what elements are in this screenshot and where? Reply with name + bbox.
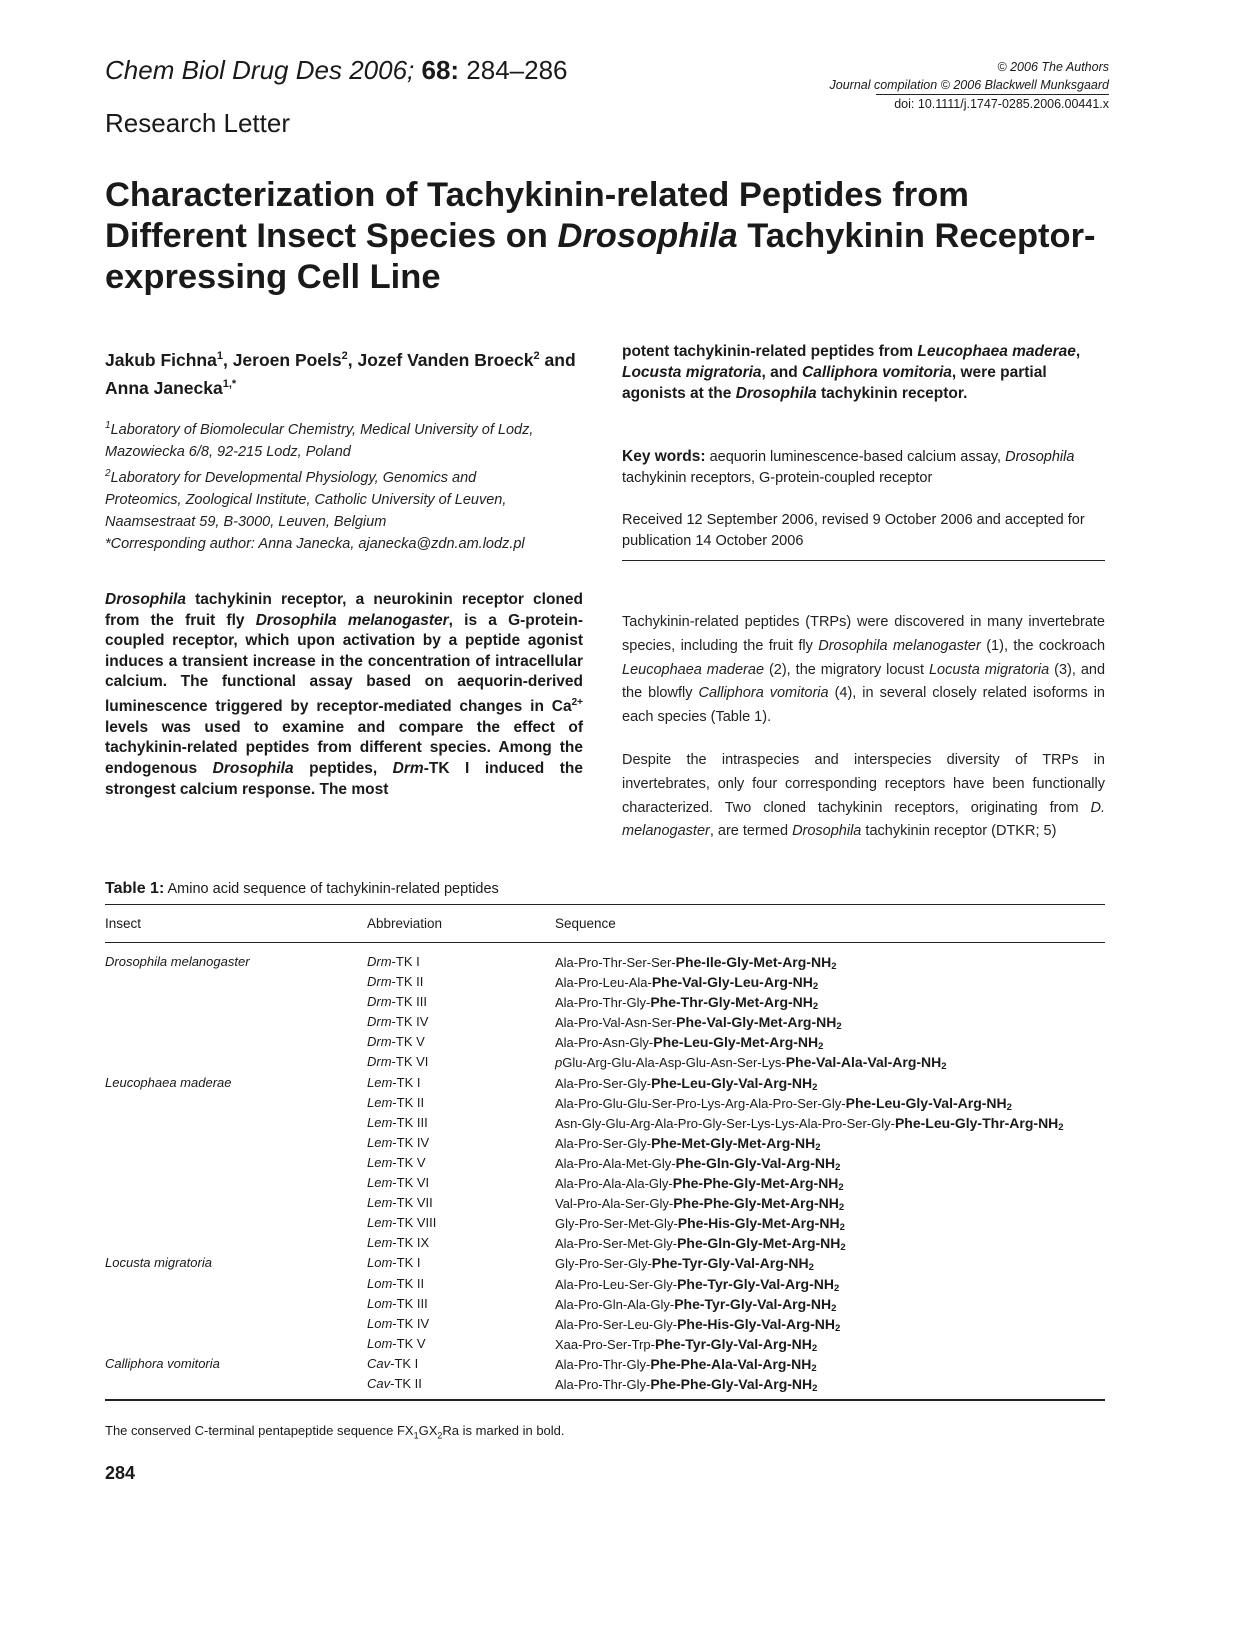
seq-conserved: Phe-Tyr-Gly-Val-Arg-NH: [677, 1275, 834, 1292]
affiliation-1-text: Laboratory of Biomolecular Chemistry, Medical University of Lodz,: [110, 421, 534, 438]
keywords: [622, 446, 1105, 489]
seq-subscript: 2: [812, 981, 819, 993]
cell-sequence: [555, 1032, 1105, 1052]
footnote-sub-2: 2: [437, 1430, 443, 1441]
cell-insect: [105, 972, 367, 992]
cell-sequence: [555, 1294, 1105, 1314]
seq-conserved: Phe-Val-Ala-Val-Arg-NH: [785, 1054, 942, 1071]
seq-conserved: Phe-Phe-Gly-Val-Arg-NH: [650, 1375, 813, 1392]
abbr-genus: Drm: [367, 1014, 392, 1030]
abbr-suffix: -TK VII: [392, 1195, 433, 1211]
abstract-cont-3: , and: [761, 364, 803, 381]
abbr-genus: Lem: [367, 1094, 393, 1110]
keywords-text-1: aequorin luminescence-based calcium assay,: [705, 449, 1006, 465]
cell-insect: [105, 1133, 367, 1153]
seq-subscript: 2: [840, 1242, 846, 1254]
affiliation-2-line-2: Proteomics, Zoological Institute, Catholic University of Leuven,: [105, 491, 507, 508]
cell-abbreviation: [367, 1354, 555, 1374]
cell-sequence: [555, 1314, 1105, 1334]
table-row: [105, 1113, 1105, 1133]
table-row: [105, 972, 1105, 992]
cell-insect: Drosophila melanogaster: [105, 954, 250, 969]
seq-conserved: Phe-Leu-Gly-Val-Arg-NH: [651, 1074, 813, 1091]
seq-prefix: Asn-Gly-Glu-Arg-Ala-Pro-Gly-Ser-Lys-Lys-Ala-Pro-Ser-Gly-: [555, 1115, 895, 1131]
cell-abbreviation: [367, 1193, 555, 1213]
author-3: , Jozef Vanden Broeck: [347, 349, 534, 370]
abbr-genus: Lem: [367, 1134, 393, 1150]
abbr-suffix: -TK III: [392, 1295, 428, 1311]
p2-d: Drosophila: [792, 823, 862, 840]
seq-conserved: Phe-Met-Gly-Met-Arg-NH: [651, 1134, 816, 1151]
cell-insect: Locusta migratoria: [105, 1255, 212, 1271]
copyright-block: [729, 58, 1109, 113]
abstract-cont-4-italic: Drosophila: [735, 385, 817, 402]
seq-subscript: 2: [812, 1001, 819, 1013]
cell-abbreviation: [367, 1334, 555, 1354]
abstract-cont-2: ,: [1075, 343, 1081, 360]
abbr-genus: Drm: [367, 1034, 392, 1050]
cell-abbreviation: [367, 1274, 555, 1294]
article-type: Research Letter: [105, 108, 290, 138]
title-part-1: Characterization of Tachykinin-related Peptides from Different Insect Species on: [105, 176, 969, 255]
copyright-line-2: Journal compilation © 2006 Blackwell Munksgaard: [829, 78, 1109, 92]
abstract-cont-5: tachykinin receptor.: [816, 385, 968, 402]
abbr-suffix: -TK I: [392, 1255, 421, 1271]
cell-abbreviation: [367, 1073, 555, 1093]
affiliation-2-line-1: [105, 463, 585, 489]
cell-abbreviation: [367, 1153, 555, 1173]
table-footnote: [105, 1423, 565, 1441]
cell-sequence: [555, 1153, 1105, 1173]
seq-subscript: 2: [811, 1362, 817, 1374]
table-row: [105, 1294, 1105, 1314]
abbr-suffix: -TK IV: [391, 1014, 429, 1030]
seq-conserved: Phe-Gln-Gly-Met-Arg-NH: [677, 1235, 841, 1252]
cell-insect: [105, 1294, 367, 1314]
abbr-suffix: -TK IV: [392, 1134, 430, 1150]
abbr-genus: Drm: [367, 994, 392, 1010]
abbr-suffix: -TK V: [392, 1154, 426, 1170]
cell-insect: [105, 1113, 367, 1133]
author-2: , Jeroen Poels: [222, 349, 342, 370]
cell-insect: [105, 1193, 367, 1213]
abbr-genus: Lem: [367, 1215, 393, 1231]
abstract-text-5: -TK I induced the strongest calcium response. The most: [105, 759, 584, 798]
seq-prefix: Val-Pro-Ala-Ser-Gly-: [555, 1196, 674, 1212]
cell-sequence: [555, 1334, 1105, 1354]
seq-subscript: 2: [831, 961, 837, 972]
abstract-continuation: [622, 341, 1105, 404]
seq-subscript: 2: [833, 1282, 840, 1294]
affiliation-2-line-3: Naamsestraat 59, B-3000, Leuven, Belgium: [105, 513, 387, 530]
abbr-suffix: -TK III: [391, 994, 427, 1010]
seq-conserved: Phe-Val-Gly-Met-Arg-NH: [676, 1014, 837, 1031]
article-title: [105, 175, 1105, 298]
table-row: [105, 1133, 1105, 1153]
abstract: [105, 590, 583, 800]
seq-prefix: Ala-Pro-Ser-Gly-: [555, 1075, 652, 1091]
abbr-genus: Lem: [367, 1175, 393, 1191]
seq-conserved: Phe-Leu-Gly-Val-Arg-NH: [845, 1094, 1007, 1111]
seq-subscript: 2: [808, 1262, 814, 1274]
doi: doi: 10.1111/j.1747-0285.2006.00441.x: [876, 94, 1109, 113]
cell-sequence: [555, 1052, 1105, 1072]
author-1: Jakub Fichna: [105, 349, 217, 370]
abstract-text-2: , is a G-protein-coupled receptor, which upon activation by a peptide agonist induces a transient increase in the concentration of intracellular calcium. The functional assay based on aequorin-derived luminescence triggered by receptor-mediated changes in Ca: [105, 611, 583, 716]
abbr-suffix: -TK II: [391, 974, 424, 990]
seq-subscript: 2: [835, 1161, 841, 1173]
header-insect: Insect: [105, 916, 142, 931]
cell-abbreviation: [367, 1012, 555, 1032]
p2-c: , are termed: [709, 823, 793, 840]
seq-prefix: Ala-Pro-Val-Asn-Ser-: [555, 1015, 677, 1031]
abbr-suffix: -TK I: [390, 1355, 419, 1371]
seq-subscript: 2: [815, 1141, 821, 1153]
cell-sequence: [555, 1113, 1105, 1133]
table-caption-label: Table 1:: [105, 880, 165, 897]
seq-prefix: Ala-Pro-Asn-Gly-: [555, 1035, 654, 1051]
table-row: [105, 992, 1105, 1012]
cell-insect: [105, 1274, 367, 1294]
divider: [622, 560, 1105, 561]
abbr-suffix: -TK V: [392, 1335, 426, 1351]
seq-prefix: Ala-Pro-Thr-Ser-Ser-: [555, 955, 676, 970]
cell-insect: [105, 992, 367, 1012]
abstract-text-4: peptides,: [293, 759, 393, 777]
cell-abbreviation: [367, 1294, 555, 1314]
seq-prefix: Ala-Pro-Gln-Ala-Gly-: [555, 1296, 675, 1312]
p1-h: Calliphora vomitoria: [698, 685, 829, 702]
cell-insect: [105, 1012, 367, 1032]
table-row: [105, 1173, 1105, 1193]
cell-insect: Leucophaea maderae: [105, 1074, 232, 1090]
seq-prefix: Ala-Pro-Thr-Gly-: [555, 1356, 651, 1372]
seq-conserved: Phe-Tyr-Gly-Val-Arg-NH: [651, 1255, 809, 1272]
p1-i: (4), in several closely related isoforms in each species (Table 1).: [622, 685, 1106, 726]
keywords-text-2: tachykinin receptors, G-protein-coupled receptor: [622, 470, 933, 486]
cell-abbreviation: [367, 1253, 555, 1273]
abstract-italic-3: Drosophila: [212, 759, 294, 777]
table-body: [105, 943, 1105, 1401]
cell-sequence: [555, 992, 1105, 1012]
cell-sequence: [555, 1233, 1105, 1253]
abbr-suffix: -TK IV: [392, 1315, 430, 1331]
seq-conserved: Phe-Thr-Gly-Met-Arg-NH: [650, 994, 813, 1011]
affiliations: [105, 415, 585, 555]
seq-conserved: Phe-Val-Gly-Leu-Arg-NH: [651, 974, 813, 991]
seq-prefix: Ala-Pro-Ser-Gly-: [555, 1135, 652, 1151]
seq-subscript: 2: [838, 1182, 844, 1194]
p1-b: Drosophila melanogaster: [818, 637, 981, 654]
cell-abbreviation: [367, 1052, 555, 1072]
cell-sequence: [555, 972, 1105, 992]
abbr-suffix: -TK I: [392, 1074, 421, 1090]
abstract-italic-1: Drosophila: [105, 591, 186, 608]
cell-abbreviation: [367, 952, 555, 972]
abstract-cont-4: , were partial agonists at the: [622, 364, 1047, 402]
p2-a: Despite the intraspecies and interspecies diversity of TRPs in invertebrates, only four corresponding receptors have been functionally characterized. Two cloned tachykinin receptors, originating from: [622, 751, 1105, 816]
abbr-suffix: -TK VIII: [392, 1215, 437, 1231]
abbr-genus: Lom: [367, 1255, 393, 1271]
cell-abbreviation: [367, 1213, 555, 1233]
cell-sequence: [555, 1374, 1105, 1394]
affiliation-1-line-2: Mazowiecka 6/8, 92-215 Lodz, Poland: [105, 443, 351, 460]
abstract-italic-4: Drm: [392, 759, 424, 777]
cell-insect: [105, 1213, 367, 1233]
seq-conserved: Phe-Ile-Gly-Met-Arg-NH: [675, 954, 832, 970]
author-1-sup: 1: [216, 350, 223, 362]
seq-subscript: 2: [812, 1081, 818, 1093]
abbr-genus: Drm: [367, 1054, 392, 1070]
abbr-genus: Cav: [367, 1355, 391, 1371]
cell-insect: [105, 1153, 367, 1173]
seq-prefix: Ala-Pro-Thr-Gly-: [555, 1376, 651, 1392]
seq-subscript: 2: [812, 1382, 818, 1394]
seq-prefix: Xaa-Pro-Ser-Trp-: [555, 1336, 655, 1352]
cell-insect: Calliphora vomitoria: [105, 1355, 220, 1371]
footnote-a: The conserved C-terminal pentapeptide sequence FX: [105, 1423, 414, 1438]
abstract-italic-2: Drosophila melanogaster: [255, 611, 449, 629]
keywords-italic: Drosophila: [1005, 449, 1075, 465]
table-row: [105, 1274, 1105, 1294]
abstract-cont-1: potent tachykinin-related peptides from: [622, 343, 918, 360]
table-row: [105, 1314, 1105, 1334]
seq-conserved: Phe-Tyr-Gly-Val-Arg-NH: [654, 1335, 812, 1352]
abbr-genus: Cav: [367, 1375, 391, 1391]
table-row: [105, 1073, 1105, 1093]
cell-abbreviation: [367, 972, 555, 992]
cell-insect: [105, 1374, 367, 1394]
affiliation-2-sup: 2: [105, 467, 111, 479]
keywords-label: Key words:: [622, 448, 706, 465]
abstract-text-1: tachykinin receptor, a neurokinin receptor cloned from the fruit fly: [105, 591, 583, 629]
corresponding-author: *Corresponding author: Anna Janecka, ajanecka@zdn.am.lodz.pl: [105, 535, 525, 552]
abbr-suffix: -TK II: [392, 1275, 425, 1291]
table-row: [105, 1012, 1105, 1032]
seq-conserved: Phe-Phe-Ala-Val-Arg-NH: [650, 1355, 812, 1372]
p2-e: tachykinin receptor (DTKR; 5): [861, 823, 1057, 840]
p2-b: D. melanogaster: [622, 799, 1105, 840]
seq-subscript: 2: [836, 1021, 842, 1033]
cell-sequence: [555, 1093, 1105, 1113]
received-dates: Received 12 September 2006, revised 9 October 2006 and accepted for publication 14 October 2006: [622, 512, 1085, 549]
cell-abbreviation: [367, 1093, 555, 1113]
abstract-cont-2-italic: Locusta migratoria: [622, 364, 762, 381]
seq-subscript: 2: [811, 1342, 818, 1354]
seq-subscript: 2: [831, 1302, 837, 1314]
cell-insect: [105, 1052, 367, 1072]
seq-conserved: Phe-Phe-Gly-Met-Arg-NH: [672, 1175, 839, 1192]
cell-insect: [105, 1314, 367, 1334]
abbr-suffix: -TK VI: [391, 1054, 429, 1070]
abbr-suffix: -TK VI: [392, 1175, 430, 1191]
cell-sequence: [555, 1354, 1105, 1374]
table-row: [105, 1233, 1105, 1253]
seq-conserved: Phe-Tyr-Gly-Val-Arg-NH: [674, 1295, 832, 1312]
table-header: [105, 905, 1105, 943]
abbr-genus: Lem: [367, 1114, 393, 1130]
header-abbreviation: Abbreviation: [367, 916, 443, 931]
cell-abbreviation: [367, 1374, 555, 1394]
cell-sequence: [555, 1193, 1105, 1213]
abstract-text-3: levels was used to examine and compare the effect of tachykinin-related peptides from different species. Among the endogenous: [105, 718, 583, 777]
table-row: [105, 1052, 1105, 1072]
cell-abbreviation: [367, 992, 555, 1012]
seq-subscript: 2: [835, 1322, 841, 1334]
cell-insect: [105, 1173, 367, 1193]
body-paragraph-1: [622, 611, 1105, 730]
table-row: [105, 1354, 1105, 1374]
abstract-cont-1-italic: Leucophaea maderae: [917, 343, 1076, 360]
journal-name: Chem Biol Drug Des 2006;: [105, 55, 415, 85]
seq-prefix: Ala-Pro-Leu-Ala-: [555, 975, 652, 991]
seq-prefix: Ala-Pro-Ala-Ala-Gly-: [555, 1176, 673, 1192]
p1-c: (1), the cockroach: [980, 637, 1106, 654]
table-caption: [105, 880, 499, 898]
cell-abbreviation: [367, 1233, 555, 1253]
abbr-genus: Lom: [367, 1315, 393, 1331]
cell-abbreviation: [367, 1133, 555, 1153]
abbr-genus: Drm: [367, 974, 392, 990]
seq-subscript: 2: [1006, 1101, 1012, 1113]
seq-subscript: 2: [941, 1061, 947, 1073]
abbr-genus: Lem: [367, 1235, 393, 1251]
journal-citation: [105, 55, 568, 86]
body-paragraph-2: [622, 749, 1105, 844]
cell-sequence: [555, 1173, 1105, 1193]
table-row: [105, 1253, 1105, 1273]
table-row: [105, 1193, 1105, 1213]
seq-prefix: Ala-Pro-Ala-Met-Gly-: [555, 1155, 676, 1171]
cell-sequence: [555, 1073, 1105, 1093]
seq-conserved: Phe-Phe-Gly-Met-Arg-NH: [673, 1195, 839, 1212]
author-4: and Anna Janecka: [105, 349, 576, 398]
cell-insect: [105, 1093, 367, 1113]
cell-abbreviation: [367, 1173, 555, 1193]
cell-abbreviation: [367, 1032, 555, 1052]
abstract-cont-3-italic: Calliphora vomitoria: [802, 364, 952, 381]
cell-insect: [105, 1233, 367, 1253]
copyright-line-1: © 2006 The Authors: [997, 60, 1109, 74]
seq-prefix: Ala-Pro-Leu-Ser-Gly-: [555, 1276, 678, 1292]
cell-insect: [105, 1032, 367, 1052]
seq-prefix: Gly-Pro-Ser-Met-Gly-: [555, 1216, 678, 1232]
abbr-genus: Drm: [367, 954, 392, 969]
table-row: [105, 1374, 1105, 1394]
abbr-suffix: -TK III: [392, 1114, 428, 1130]
affiliation-1-sup: 1: [105, 420, 111, 431]
body-text: [622, 611, 1105, 863]
abbr-genus: Lem: [367, 1074, 393, 1090]
abbr-suffix: -TK V: [391, 1034, 425, 1050]
affiliation-2-text: Laboratory for Developmental Physiology, Genomics and: [110, 469, 477, 486]
seq-conserved: Phe-His-Gly-Met-Arg-NH: [677, 1215, 840, 1232]
author-2-sup: 2: [341, 350, 348, 362]
p1-g: (3), and the blowfly: [622, 661, 1106, 702]
table-caption-text: Amino acid sequence of tachykinin-related peptides: [164, 881, 499, 897]
author-4-sup: 1,*: [222, 377, 237, 390]
table-row: [105, 1032, 1105, 1052]
abbr-genus: Lom: [367, 1275, 393, 1291]
seq-subscript: 2: [838, 1202, 845, 1214]
p1-a: Tachykinin-related peptides (TRPs) were discovered in many invertebrate species, including the fruit fly: [622, 614, 1105, 654]
table-row: [105, 1153, 1105, 1173]
abbr-suffix: -TK II: [390, 1375, 422, 1391]
seq-subscript: 2: [818, 1041, 824, 1053]
page-number: 284: [105, 1463, 136, 1483]
cell-sequence: [555, 1133, 1105, 1153]
table-row: [105, 1334, 1105, 1354]
footnote-c: Ra is marked in bold.: [442, 1423, 565, 1438]
header-sequence: Sequence: [555, 916, 616, 931]
seq-subscript: 2: [839, 1222, 845, 1234]
seq-prefix: Gly-Pro-Ser-Gly-: [555, 1256, 652, 1272]
table-row: [105, 1093, 1105, 1113]
title-part-2: Tachykinin Receptor-expressing Cell Line: [105, 217, 1096, 296]
abbr-genus: Lom: [367, 1295, 393, 1311]
seq-prefix: Ala-Pro-Ser-Leu-Gly-: [555, 1316, 678, 1332]
seq-prefix: pGlu-Arg-Glu-Ala-Asp-Glu-Asn-Ser-Lys-: [555, 1055, 786, 1071]
author-3-sup: 2: [533, 350, 540, 362]
seq-prefix: Ala-Pro-Glu-Glu-Ser-Pro-Lys-Arg-Ala-Pro-Ser-Gly-: [555, 1095, 846, 1111]
sequence-table: [105, 904, 1105, 1401]
footnote-b: GX: [418, 1423, 438, 1438]
author-list: [105, 344, 585, 400]
cell-abbreviation: [367, 1314, 555, 1334]
abbr-suffix: -TK II: [392, 1094, 425, 1110]
seq-conserved: Phe-Gln-Gly-Val-Arg-NH: [675, 1154, 836, 1171]
seq-conserved: Phe-Leu-Gly-Thr-Arg-NH: [894, 1114, 1059, 1131]
seq-conserved: Phe-His-Gly-Val-Arg-NH: [677, 1315, 836, 1332]
cell-sequence: [555, 1012, 1105, 1032]
cell-sequence: [555, 952, 1105, 972]
p1-d: Leucophaea maderae: [622, 661, 765, 678]
seq-conserved: Phe-Leu-Gly-Met-Arg-NH: [653, 1034, 819, 1051]
journal-pages: 284–286: [459, 55, 568, 85]
abbr-genus: Lem: [367, 1195, 393, 1211]
abbr-suffix: -TK IX: [392, 1235, 430, 1251]
title-italic: Drosophila: [557, 217, 738, 255]
p1-f: Locusta migratoria: [928, 661, 1050, 678]
affiliation-1-line-1: [105, 415, 585, 441]
abbr-genus: Lem: [367, 1154, 393, 1170]
cell-abbreviation: [367, 1113, 555, 1133]
cell-sequence: [555, 1253, 1105, 1273]
cell-insect: [105, 1334, 367, 1354]
p1-e: (2), the migratory locust: [764, 661, 929, 678]
table-row: [105, 1213, 1105, 1233]
footnote-sub-1: 1: [413, 1430, 419, 1441]
cell-sequence: [555, 1213, 1105, 1233]
cell-sequence: [555, 1274, 1105, 1294]
abbr-suffix: -TK I: [391, 954, 420, 969]
abstract-sup: 2+: [571, 696, 583, 708]
seq-prefix: Ala-Pro-Ser-Met-Gly-: [555, 1236, 678, 1252]
seq-prefix: Ala-Pro-Thr-Gly-: [555, 995, 651, 1011]
abbr-genus: Lom: [367, 1335, 393, 1351]
journal-volume: 68:: [421, 55, 460, 85]
pyro-prefix: p: [555, 1055, 563, 1071]
seq-subscript: 2: [1058, 1121, 1064, 1133]
table-row: [105, 952, 1105, 972]
